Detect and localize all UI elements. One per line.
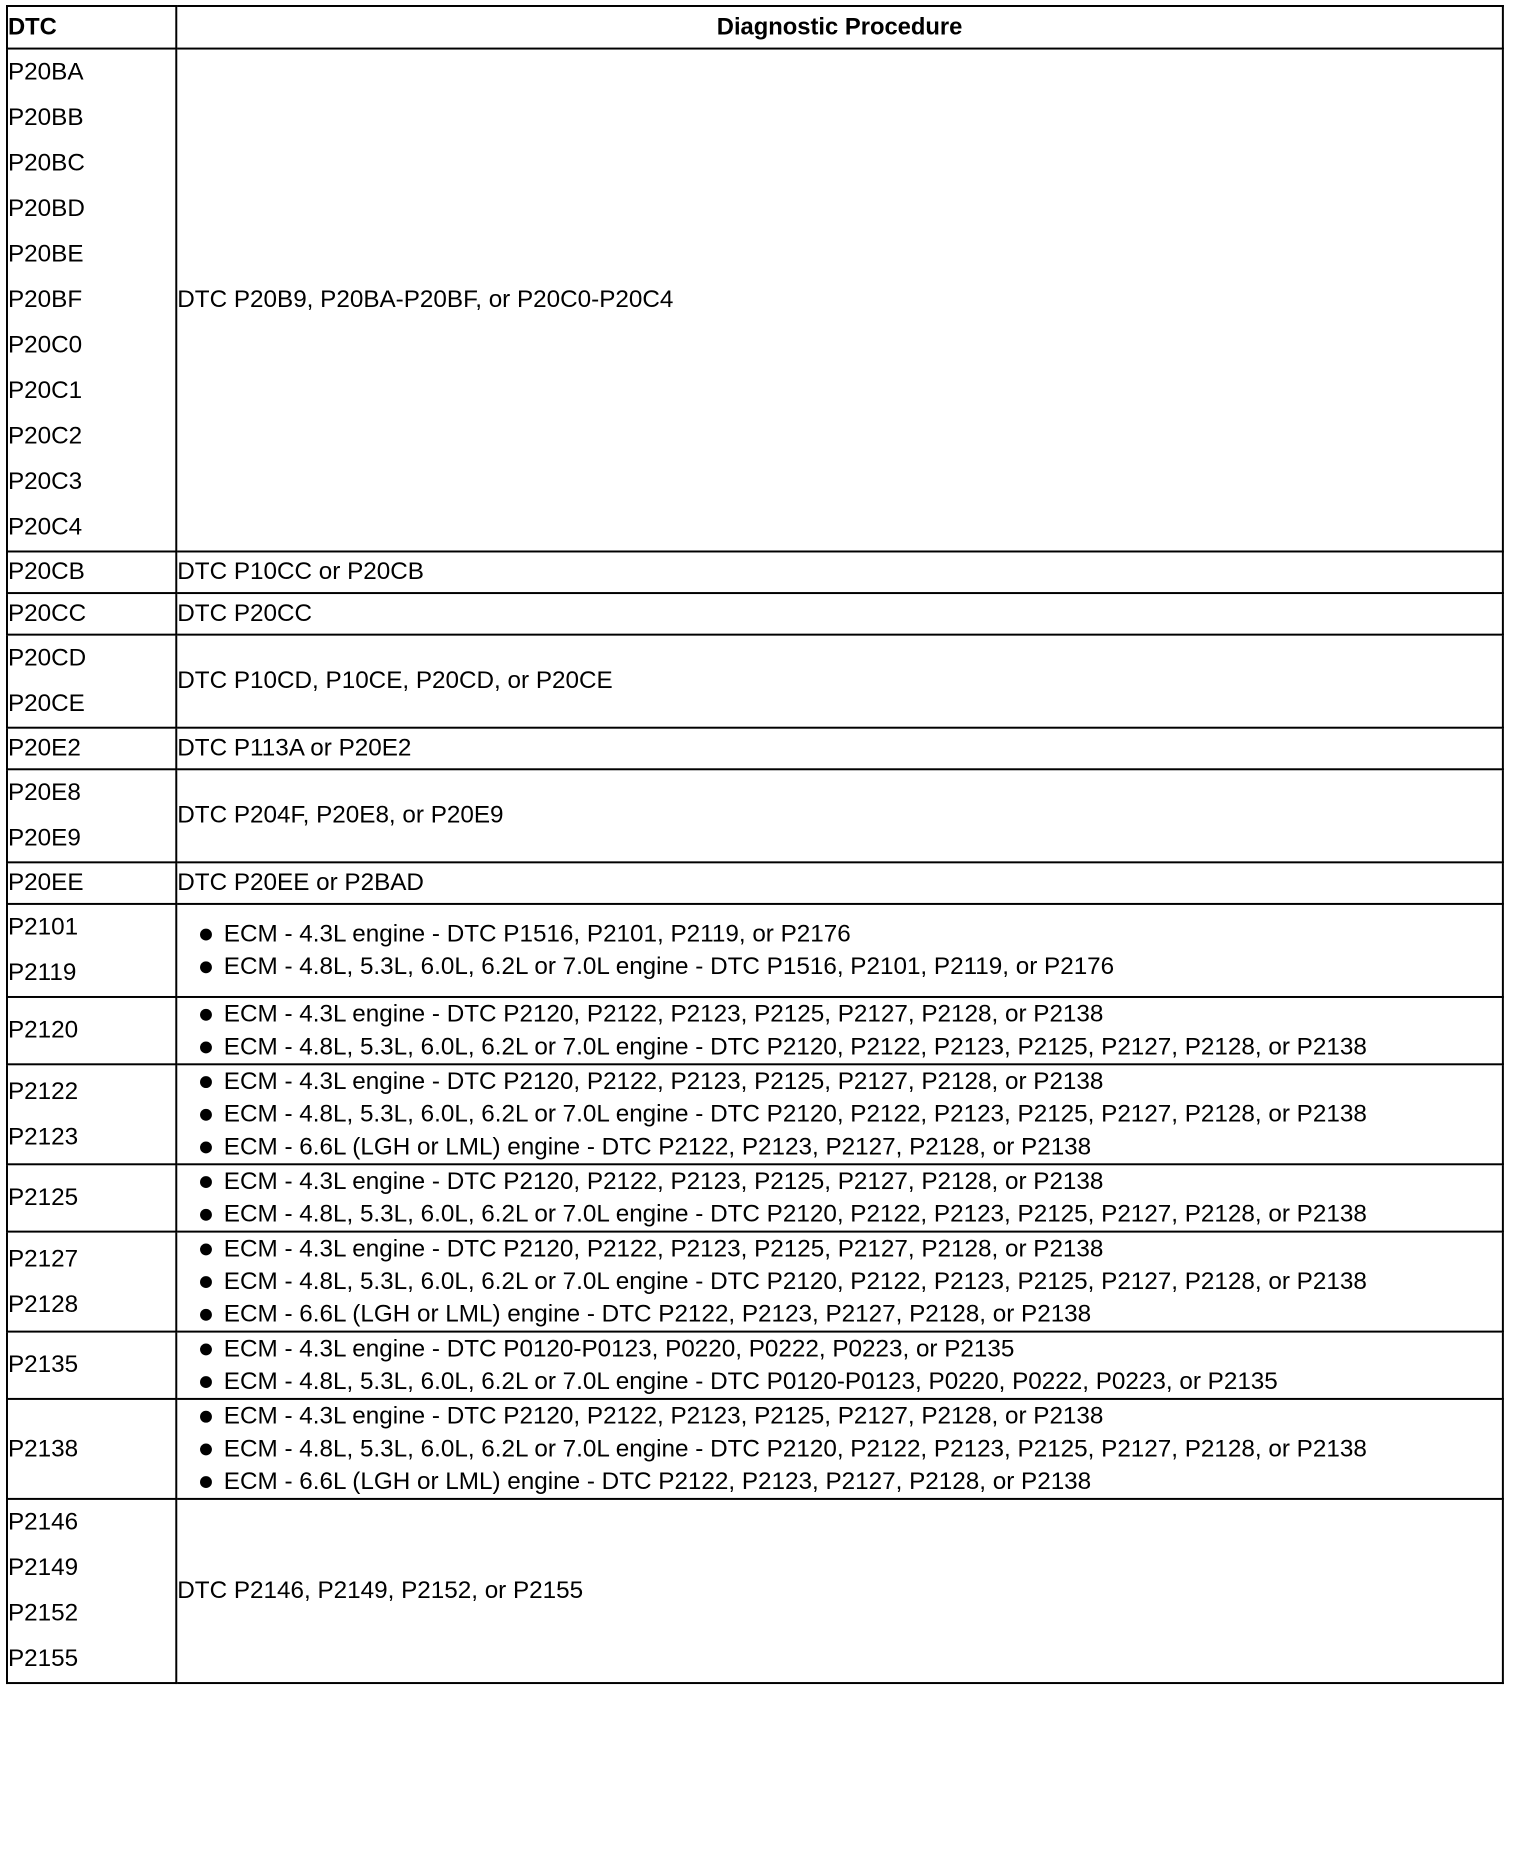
table-row — [7, 997, 1503, 1064]
dtc-code: P20C0 — [7, 331, 83, 359]
procedure-bullet-item: ECM - 4.8L, 5.3L, 6.0L, 6.2L or 7.0L engine - DTC P2120, P2122, P2123, P2125, P2127, P2128, or P2138 — [194, 1098, 1502, 1131]
procedure-bullet-list — [177, 1233, 1502, 1331]
dtc-code: P20C4 — [7, 513, 83, 541]
dtc-codes-cell — [7, 997, 176, 1064]
column-header-procedure: Diagnostic Procedure — [176, 6, 1503, 49]
column-header-dtc: DTC — [7, 6, 176, 49]
dtc-codes-cell — [7, 1064, 176, 1164]
dtc-code: P2101 — [7, 913, 79, 941]
dtc-code: P2123 — [7, 1123, 79, 1150]
dtc-code: P2120 — [7, 1016, 79, 1044]
procedure-bullet-item: ECM - 4.8L, 5.3L, 6.0L, 6.2L or 7.0L engine - DTC P2120, P2122, P2123, P2125, P2127, P2128, or P2138 — [194, 1265, 1502, 1298]
dtc-codes-cell — [7, 551, 176, 593]
procedure-bullet-item: ECM - 4.3L engine - DTC P1516, P2101, P2119, or P2176 — [194, 918, 1502, 951]
dtc-code: P20C3 — [7, 468, 83, 496]
procedure-bullet-item: ECM - 4.3L engine - DTC P2120, P2122, P2123, P2125, P2127, P2128, or P2138 — [194, 1165, 1502, 1198]
diagnostic-procedure-cell — [176, 862, 1503, 904]
dtc-codes-cell — [7, 862, 176, 904]
diagnostic-procedure-cell — [176, 728, 1503, 770]
dtc-code: P20E2 — [7, 734, 81, 762]
dtc-code: P2119 — [7, 959, 77, 987]
table-row — [7, 593, 1503, 635]
procedure-link-text: DTC P10CC or P20CB — [177, 558, 424, 586]
procedure-bullet-list — [177, 1333, 1502, 1398]
procedure-link-text: DTC P10CD, P10CE, P20CD, or P20CE — [177, 667, 613, 695]
procedure-bullet-item: ECM - 4.8L, 5.3L, 6.0L, 6.2L or 7.0L engine - DTC P2120, P2122, P2123, P2125, P2127, P2128, or P2138 — [194, 1031, 1502, 1064]
dtc-code: P20BA — [7, 58, 84, 86]
diagnostic-procedure-cell — [176, 49, 1503, 552]
diagnostic-procedure-cell — [176, 1064, 1503, 1164]
diagnostic-procedure-cell — [176, 1399, 1503, 1499]
procedure-bullet-item: ECM - 4.8L, 5.3L, 6.0L, 6.2L or 7.0L engine - DTC P2120, P2122, P2123, P2125, P2127, P2128, or P2138 — [194, 1198, 1502, 1231]
diagnostic-procedure-cell — [176, 551, 1503, 593]
procedure-bullet-item: ECM - 4.3L engine - DTC P2120, P2122, P2123, P2125, P2127, P2128, or P2138 — [194, 1400, 1502, 1433]
dtc-codes-cell — [7, 635, 176, 728]
dtc-code: P2135 — [7, 1351, 79, 1379]
diagnostic-procedure-cell — [176, 1164, 1503, 1231]
dtc-codes-cell — [7, 1232, 176, 1332]
dtc-codes-cell — [7, 904, 176, 997]
dtc-code: P2138 — [7, 1435, 79, 1462]
procedure-bullet-list — [177, 1165, 1502, 1230]
procedure-bullet-list — [177, 1400, 1502, 1498]
table-row — [7, 551, 1503, 593]
procedure-link-text: DTC P20EE or P2BAD — [177, 869, 424, 896]
dtc-code: P20CC — [7, 599, 87, 627]
dtc-code: P2127 — [7, 1244, 79, 1272]
table-row — [7, 49, 1503, 552]
dtc-codes-cell — [7, 49, 176, 552]
procedure-bullet-item: ECM - 4.3L engine - DTC P0120-P0123, P0220, P0222, P0223, or P2135 — [194, 1333, 1502, 1366]
diagnostic-procedure-cell — [176, 1332, 1503, 1399]
procedure-bullet-item: ECM - 6.6L (LGH or LML) engine - DTC P2122, P2123, P2127, P2128, or P2138 — [194, 1298, 1502, 1331]
dtc-code: P20BD — [7, 195, 85, 222]
table-row — [7, 1232, 1503, 1332]
table-row — [7, 1399, 1503, 1499]
dtc-code: P2146 — [7, 1508, 79, 1536]
dtc-codes-cell — [7, 1332, 176, 1399]
procedure-link-text: DTC P2146, P2149, P2152, or P2155 — [177, 1577, 584, 1604]
diagnostic-procedure-cell — [176, 1499, 1503, 1683]
table-row — [7, 1064, 1503, 1164]
table-row — [7, 1332, 1503, 1399]
procedure-link-text: DTC P204F, P20E8, or P20E9 — [177, 801, 504, 829]
table-header-row — [7, 6, 1503, 49]
dtc-code: P20CE — [7, 690, 85, 717]
dtc-code: P20E9 — [7, 824, 81, 852]
procedure-bullet-list — [177, 998, 1502, 1063]
dtc-table-container — [6, 5, 1502, 1854]
table-row — [7, 769, 1503, 862]
diagnostic-procedure-cell — [176, 997, 1503, 1064]
procedure-bullet-item: ECM - 6.6L (LGH or LML) engine - DTC P2122, P2123, P2127, P2128, or P2138 — [194, 1465, 1502, 1498]
dtc-code: P20C2 — [7, 422, 83, 450]
procedure-bullet-list — [177, 918, 1502, 983]
dtc-code: P2122 — [7, 1077, 79, 1105]
procedure-bullet-item: ECM - 4.3L engine - DTC P2120, P2122, P2123, P2125, P2127, P2128, or P2138 — [194, 1233, 1502, 1266]
dtc-code: P20BE — [7, 240, 84, 268]
procedure-bullet-item: ECM - 4.3L engine - DTC P2120, P2122, P2123, P2125, P2127, P2128, or P2138 — [194, 1065, 1502, 1098]
dtc-codes-cell — [7, 1164, 176, 1231]
dtc-code: P20CD — [7, 644, 87, 672]
procedure-link-text: DTC P20CC — [177, 599, 313, 627]
table-row — [7, 635, 1503, 728]
dtc-code: P20CB — [7, 558, 85, 586]
dtc-procedure-table — [6, 5, 1504, 1684]
dtc-code: P20C1 — [7, 377, 83, 404]
diagnostic-procedure-cell — [176, 904, 1503, 997]
diagnostic-procedure-cell — [176, 769, 1503, 862]
procedure-link-text: DTC P20B9, P20BA-P20BF, or P20C0-P20C4 — [177, 286, 674, 313]
procedure-bullet-item: ECM - 4.8L, 5.3L, 6.0L, 6.2L or 7.0L engine - DTC P1516, P2101, P2119, or P2176 — [194, 950, 1502, 983]
dtc-codes-cell — [7, 728, 176, 770]
dtc-code: P20EE — [7, 869, 84, 896]
procedure-bullet-item: ECM - 6.6L (LGH or LML) engine - DTC P2122, P2123, P2127, P2128, or P2138 — [194, 1131, 1502, 1164]
dtc-code: P20E8 — [7, 779, 81, 806]
diagnostic-procedure-cell — [176, 635, 1503, 728]
dtc-code: P20BC — [7, 149, 85, 177]
diagnostic-procedure-cell — [176, 593, 1503, 635]
dtc-code: P2155 — [7, 1645, 79, 1673]
dtc-codes-cell — [7, 1399, 176, 1499]
dtc-codes-cell — [7, 1499, 176, 1683]
table-row — [7, 862, 1503, 904]
procedure-bullet-item: ECM - 4.8L, 5.3L, 6.0L, 6.2L or 7.0L engine - DTC P0120-P0123, P0220, P0222, P0223, or P2135 — [194, 1365, 1502, 1398]
dtc-codes-cell — [7, 593, 176, 635]
dtc-codes-cell — [7, 769, 176, 862]
table-row — [7, 904, 1503, 997]
dtc-code: P2125 — [7, 1184, 79, 1211]
dtc-code: P20BB — [7, 104, 84, 131]
dtc-code: P2152 — [7, 1599, 79, 1627]
dtc-code: P20BF — [7, 286, 83, 313]
procedure-bullet-item: ECM - 4.3L engine - DTC P2120, P2122, P2123, P2125, P2127, P2128, or P2138 — [194, 998, 1502, 1031]
procedure-bullet-item: ECM - 4.8L, 5.3L, 6.0L, 6.2L or 7.0L engine - DTC P2120, P2122, P2123, P2125, P2127, P2128, or P2138 — [194, 1433, 1502, 1466]
table-row — [7, 1164, 1503, 1231]
procedure-bullet-list — [177, 1065, 1502, 1163]
diagnostic-procedure-cell — [176, 1232, 1503, 1332]
table-row — [7, 728, 1503, 770]
dtc-code: P2149 — [7, 1554, 79, 1582]
dtc-code: P2128 — [7, 1290, 79, 1318]
table-row — [7, 1499, 1503, 1683]
procedure-link-text: DTC P113A or P20E2 — [177, 734, 412, 762]
